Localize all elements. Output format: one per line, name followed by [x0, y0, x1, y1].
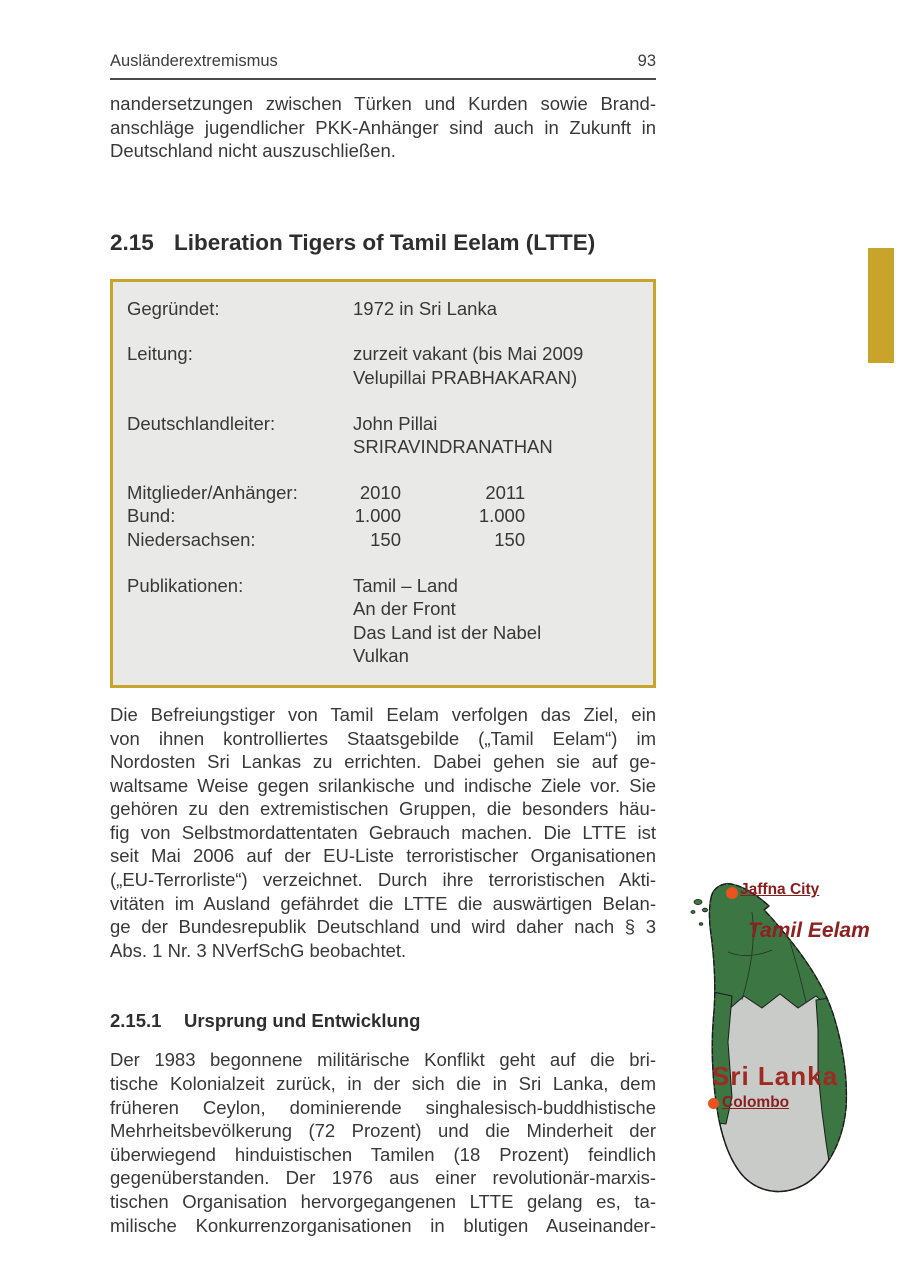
- text-line: nandersetzungen zwischen Türken und Kurden sowie Brand-: [110, 93, 656, 114]
- jaffna-islets: [691, 899, 708, 925]
- text-line: anschläge jugendlicher PKK-Anhänger sind auch in Zukunft in: [110, 116, 656, 138]
- text-line: tische Kolonialzeit zurück, in der sich die in Sri Lanka, dem: [110, 1073, 656, 1095]
- page-number: 93: [637, 52, 656, 70]
- text-line: milische Konkurrenzorganisationen in blutigen Auseinander-: [110, 1214, 656, 1236]
- text-line: Velupillai PRABHAKARAN): [353, 366, 578, 388]
- text-line: zurzeit vakant (bis Mai 2009: [353, 343, 584, 365]
- germany-leader-value: [353, 412, 639, 459]
- publications-label: Publikationen:: [127, 574, 244, 596]
- text-line: früheren Ceylon, dominierende singhalesisch-buddhistische: [110, 1096, 656, 1118]
- niedersachsen-label: Niedersachsen:: [127, 528, 256, 550]
- intro-paragraph: [110, 92, 656, 163]
- sri-lanka-map: [680, 872, 885, 1212]
- text-line: Das Land ist der Nabel: [353, 621, 542, 643]
- text-line: Deutschland nicht auszuschließen.: [110, 140, 396, 162]
- niedersachsen-values: [353, 528, 639, 552]
- colombo-label: Colombo: [722, 1094, 790, 1111]
- germany-leader-label: Deutschlandleiter:: [127, 412, 276, 434]
- text-line: Die Befreiungstiger von Tamil Eelam verfolgen das Ziel, ein: [110, 703, 656, 725]
- text-line: An der Front: [353, 598, 456, 620]
- text-line: Vulkan: [353, 645, 409, 667]
- members-row-niedersachsen: [127, 528, 639, 552]
- publications-list: [353, 574, 639, 668]
- text-line: seit Mai 2006 auf der EU-Liste terroristischer Organisationen: [110, 845, 656, 867]
- bund-values: [353, 504, 639, 528]
- text-line: („EU-Terrorliste“) verzeichnet. Durch ihre terroristischen Akti-: [110, 869, 656, 891]
- text-line: Tamil – Land: [353, 574, 458, 596]
- text-line: John Pillai: [353, 412, 438, 434]
- colombo-marker: [708, 1098, 719, 1109]
- text-line: überwiegend hinduistischen Tamilen (18 Prozent) feindlich: [110, 1143, 656, 1165]
- factbox: [110, 279, 656, 688]
- text-line: Der 1983 begonnene militärische Konflikt geht auf die bri-: [110, 1049, 656, 1071]
- text-line: fig von Selbstmordattentaten Gebrauch machen. Die LTTE ist: [110, 821, 656, 843]
- factbox-row-founded: [127, 297, 639, 321]
- members-label: Mitglieder/Anhänger:: [127, 481, 298, 503]
- subsection-heading: [110, 1010, 656, 1032]
- text-line: Nordosten Sri Lankas zu errichten. Dabei gehen sie auf ge-: [110, 751, 656, 773]
- leadership-value: [353, 342, 639, 389]
- running-header: [110, 0, 656, 80]
- content-column: [110, 0, 656, 1237]
- jaffna-city-marker: [726, 887, 738, 899]
- text-line: gegenüberstanden. Der 1976 aus einer revolutionär-marxis-: [110, 1167, 656, 1189]
- text-line: Abs. 1 Nr. 3 NVerfSchG beobachtet.: [110, 939, 407, 961]
- paragraph-origin-development: [110, 1048, 656, 1237]
- text-line: SRIRAVINDRANATHAN: [353, 436, 553, 458]
- founded-value: 1972 in Sri Lanka: [353, 297, 497, 319]
- text-line: waltsame Weise gegen srilankische und indische Ziele vor. Sie: [110, 774, 656, 796]
- text-line: vitäten im Ausland gefährdet die LTTE die auswärtigen Belan-: [110, 892, 656, 914]
- members-year-2010: 2010: [359, 481, 401, 503]
- section-title: Liberation Tigers of Tamil Eelam (LTTE): [174, 229, 596, 255]
- niedersachsen-value-2011: 150: [494, 528, 526, 550]
- bund-value-2011: 1.000: [478, 505, 526, 527]
- text-line: Mehrheitsbevölkerung (72 Prozent) und die Minderheit der: [110, 1120, 656, 1142]
- factbox-row-publications: [127, 574, 639, 668]
- members-years: [353, 481, 639, 505]
- members-row-bund: [127, 504, 639, 528]
- bund-label: Bund:: [127, 505, 176, 527]
- members-year-2011: 2011: [485, 481, 526, 503]
- sri-lanka-label: Sri Lanka: [712, 1061, 839, 1091]
- running-header-title: Ausländerextremismus: [110, 52, 278, 70]
- section-number: 2.15: [110, 229, 154, 255]
- bund-value-2010: 1.000: [354, 505, 401, 527]
- founded-label: Gegründet:: [127, 297, 220, 319]
- text-line: ge der Bundesrepublik Deutschland und wird daher nach § 3: [110, 916, 656, 938]
- text-line: von ihnen kontrolliertes Staatsgebilde („Tamil Eelam“) im: [110, 727, 656, 749]
- paragraph-lttte-overview: [110, 703, 656, 963]
- subsection-number: 2.15.1: [110, 1010, 162, 1032]
- members-header-row: [127, 481, 639, 505]
- text-line: tischen Organisation hervorgegangenen LTTE gelang es, ta-: [110, 1191, 656, 1212]
- niedersachsen-value-2010: 150: [370, 528, 401, 550]
- jaffna-city-label: Jaffna City: [740, 881, 820, 898]
- factbox-row-members: [127, 481, 639, 552]
- leadership-label: Leitung:: [127, 343, 193, 365]
- tamil-eelam-label: Tamil Eelam: [748, 919, 870, 942]
- chapter-bleed-tab: [868, 248, 894, 363]
- factbox-row-leadership: [127, 342, 639, 389]
- factbox-row-germany-leader: [127, 412, 639, 459]
- text-line: gehören zu den extremistischen Gruppen, die besonders häu-: [110, 798, 656, 820]
- section-heading: [110, 230, 656, 256]
- subsection-title: Ursprung und Entwicklung: [184, 1010, 421, 1032]
